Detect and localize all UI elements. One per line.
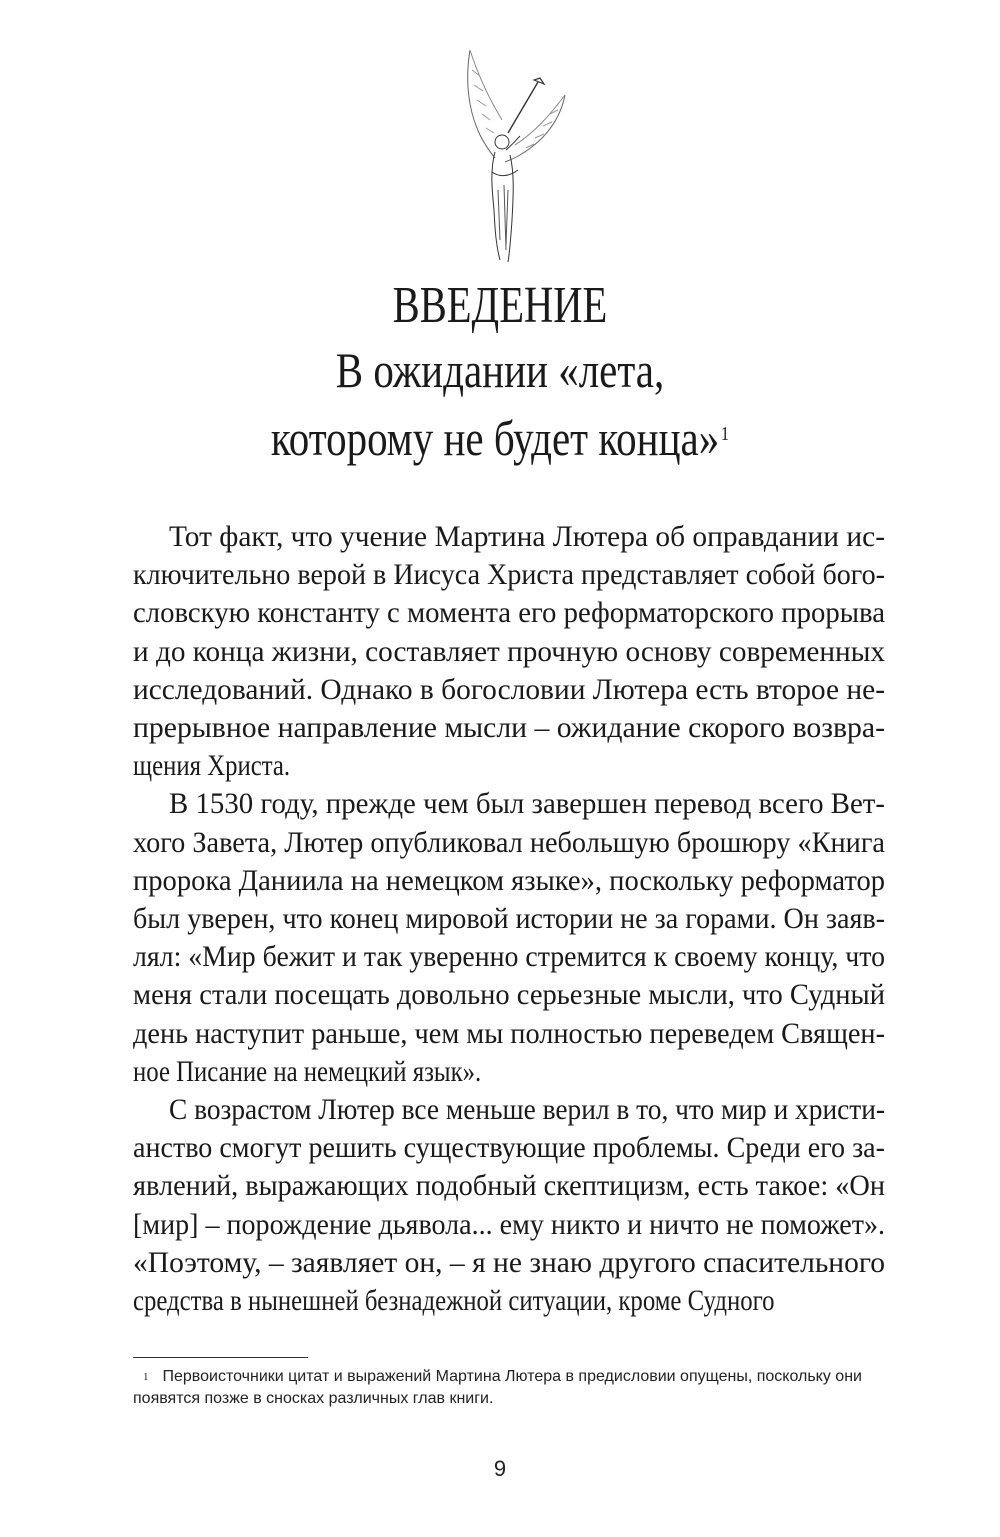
text-line: Тот факт, что учение Мартина Лютера об оправдании ис- xyxy=(169,521,885,553)
text-line: явлений, выражающих подобный скептицизм, есть такое: «Он xyxy=(133,1170,885,1203)
text-line: и до конца жизни, составляет прочную основу современных xyxy=(133,635,885,668)
chapter-label: ВВЕДЕНИЕ xyxy=(392,277,608,334)
text-line: исследований. Однако в богословии Лютера есть второе не- xyxy=(133,673,885,706)
text-line: ное Писание на немецкий язык». xyxy=(133,1055,482,1088)
text-line: был уверен, что конец мировой истории не за горами. Он заяв- xyxy=(133,903,885,936)
chapter-subtitle xyxy=(90,336,910,472)
text-line: прерывное направление мысли – ожидание скорого возвра- xyxy=(133,712,885,745)
paragraph xyxy=(133,1091,885,1320)
text-line: анство смогут решить существующие проблемы. Среди его за- xyxy=(133,1132,885,1165)
footnote-reference[interactable]: 1 xyxy=(720,423,730,445)
page-number: 9 xyxy=(493,1456,507,1481)
text-line: С возрастом Лютер все меньше верил в то, что мир и христи- xyxy=(169,1094,885,1127)
footnote-mark: 1 xyxy=(143,1371,149,1383)
text-line: щения Христа. xyxy=(133,750,291,783)
text-line: В 1530 году, прежде чем был завершен перевод всего Вет- xyxy=(169,788,885,821)
text-line: меня стали посещать довольно серьезные мысли, что Судный xyxy=(133,979,885,1012)
text-line: хого Завета, Лютер опубликовал небольшую брошюру «Книга xyxy=(133,826,885,859)
text-line: [мир] – порождение дьявола... ему никто и ничто не поможет». xyxy=(133,1208,885,1241)
paragraph xyxy=(133,785,885,1091)
text-line: день наступит раньше, чем мы полностью переведем Священ- xyxy=(133,1017,885,1050)
footnote xyxy=(133,1366,885,1410)
text-line: «Поэтому, – заявляет он, – я не знаю другого спасительного xyxy=(133,1246,886,1279)
subtitle-line-1: В ожидании «лета, xyxy=(335,342,665,398)
paragraph xyxy=(133,518,885,785)
footnote-divider xyxy=(133,1357,308,1358)
footnote-text: Первоисточники цитат и выражений Мартина Лютера в предисловии опущены, поскольку они появятся позже в сносках различных глав книги. xyxy=(133,1368,862,1407)
angel-with-trumpet-icon xyxy=(420,40,580,265)
body-text xyxy=(133,518,885,1320)
text-line: пророка Даниила на немецком языке», поскольку реформатор xyxy=(133,864,885,897)
text-line: словскую константу с момента его реформаторского прорыва xyxy=(133,597,885,630)
text-line: ключительно верой в Иисуса Христа представляет собой бого- xyxy=(133,559,885,592)
text-line: лял: «Мир бежит и так уверенно стремится к своему концу, что xyxy=(133,941,885,974)
subtitle-line-2: которому не будет конца»$^1$ xyxy=(270,410,730,466)
text-line: средства в нынешней безнадежной ситуации, кроме Судного xyxy=(133,1285,775,1318)
